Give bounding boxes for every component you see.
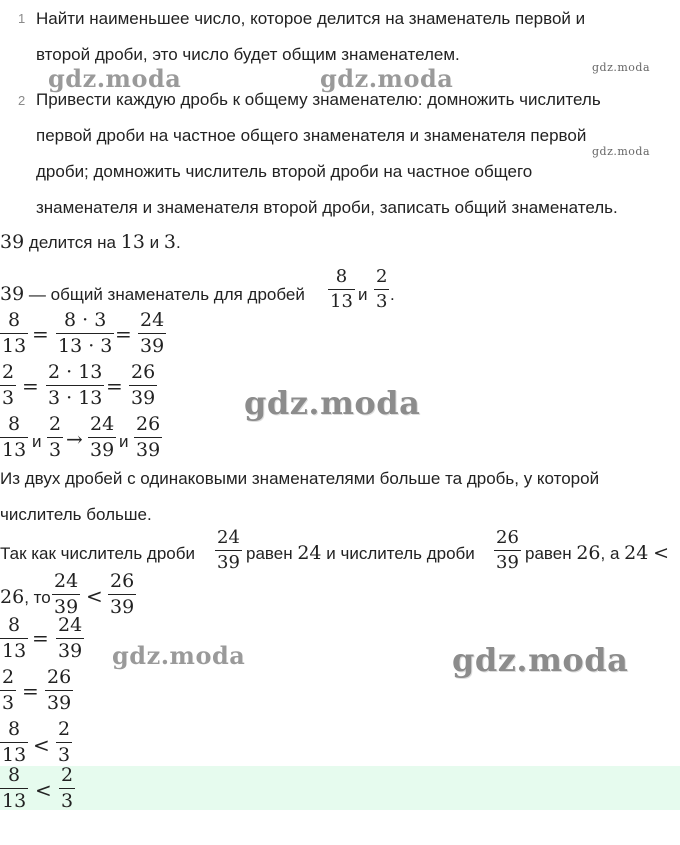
step-number: 1 <box>18 11 26 26</box>
fraction-26-39: 26 39 <box>496 527 519 573</box>
fraction-2-3: 2 3 <box>376 266 388 312</box>
fraction-24-39: 24 39 <box>90 413 115 461</box>
watermark: gdz.moda <box>320 64 454 93</box>
fraction-2-3: 2 3 <box>58 718 71 766</box>
answer-less-than-sign: < <box>35 778 52 802</box>
fraction-8-13: 8 13 <box>2 718 27 766</box>
and-word: и <box>119 432 129 451</box>
less-than-sign: < <box>33 733 50 757</box>
equals-sign: = <box>32 322 49 346</box>
fraction-2-3: 2 3 <box>49 413 62 461</box>
watermark: gdz.moda <box>48 64 182 93</box>
step-text: знаменателя и знаменателя второй дроби, записать общий знаменатель. <box>36 198 618 217</box>
fraction-8x3-13x3: 8 · 3 13 · 3 <box>58 309 113 357</box>
fraction-26-39: 26 39 <box>110 570 135 618</box>
compare-text: равен 24 и числитель дроби <box>246 542 475 564</box>
step-text: первой дроби на частное общего знаменателя и знаменателя первой <box>36 126 587 145</box>
compare-text: Так как числитель дроби <box>0 544 195 563</box>
fraction-2-3: 2 3 <box>2 666 15 714</box>
step-text: Привести каждую дробь к общему знаменателю: домножить числитель <box>36 90 601 109</box>
compare-text: равен 26, а 24 < <box>525 542 669 564</box>
watermark: gdz.moda <box>452 641 629 679</box>
fraction-2-3: 2 3 <box>2 361 15 409</box>
watermark: gdz.moda <box>592 145 651 158</box>
watermark: gdz.moda <box>112 641 246 670</box>
divisibility-line: 39 делится на 13 и 3. <box>0 231 181 253</box>
fraction-26-39: 26 39 <box>136 413 161 461</box>
watermark: gdz.moda <box>244 384 421 422</box>
answer-fraction-8-13: 8 13 <box>2 764 27 812</box>
and-word: и <box>32 432 42 451</box>
equals-sign: = <box>106 374 123 398</box>
equals-sign: = <box>115 322 132 346</box>
answer-box <box>0 766 680 810</box>
answer-fraction-2-3: 2 3 <box>61 764 74 812</box>
fraction-8-13: 8 13 <box>2 413 27 461</box>
and-word: и <box>358 285 368 304</box>
fraction-26-39: 26 39 <box>131 361 156 409</box>
common-denominator-line: 39 — общий знаменатель для дробей <box>0 283 305 305</box>
compare-continuation: 26, то <box>0 586 51 608</box>
step-text: дроби; домножить числитель второй дроби на частное общего <box>36 162 533 181</box>
fraction-26-39: 26 39 <box>47 666 72 714</box>
dot: . <box>390 285 395 304</box>
fraction-24-39: 24 39 <box>54 570 79 618</box>
fraction-8-13: 8 13 <box>330 266 353 312</box>
less-than-sign: < <box>86 584 103 608</box>
step-text: второй дроби, это число будет общим знаменателем. <box>36 45 460 64</box>
fraction-8-13: 8 13 <box>2 614 27 662</box>
step-text: Найти наименьшее число, которое делится на знаменатель первой и <box>36 9 586 28</box>
fraction-24-39: 24 39 <box>140 309 165 357</box>
watermark: gdz.moda <box>592 61 651 74</box>
fraction-24-39: 24 39 <box>217 527 240 573</box>
rule-text: Из двух дробей с одинаковыми знаменателями больше та дробь, у которой <box>0 469 600 488</box>
equals-sign: = <box>22 374 39 398</box>
fraction-8-13: 8 13 <box>2 309 27 357</box>
fraction-2x13-3x13: 2 · 13 3 · 13 <box>48 361 103 409</box>
step-number: 2 <box>18 93 26 108</box>
equals-sign: = <box>22 679 39 703</box>
arrow: → <box>66 427 83 451</box>
rule-text: числитель больше. <box>0 505 152 524</box>
fraction-24-39: 24 39 <box>58 614 83 662</box>
equals-sign: = <box>32 626 49 650</box>
